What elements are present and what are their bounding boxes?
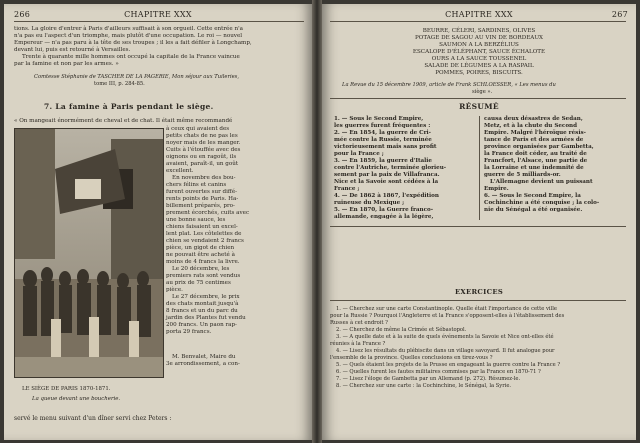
- resume-line: la Lorraine et une indemnité de: [484, 165, 584, 171]
- resume-line: les guerres furent fréquentes :: [334, 123, 431, 129]
- column-line: ne pouvait être acheté à: [166, 252, 235, 258]
- resume-line: tance de Paris et des armées de: [484, 137, 584, 143]
- menu-line: SALADE DE LÉGUMES A LA RASPAIL: [424, 63, 534, 69]
- column-line: porta 29 francs.: [166, 329, 212, 335]
- resume-line: Francfort, l'Alsace, une partie de: [484, 158, 588, 164]
- column-line: 200 francs. Un paon rap-: [166, 322, 237, 328]
- resume-line: nie du Sénégal a été organisée.: [484, 207, 583, 213]
- exercise-line: pour la Russie ? Pourquoi l'Angleterre et la France s'opposent-elles à l'établissement des: [330, 313, 565, 319]
- resume-line: 4. — De 1862 à 1867, l'expédition: [334, 193, 439, 199]
- resume-line: 1. — Sous le Second Empire,: [334, 116, 424, 122]
- resume-top-rule: [330, 98, 626, 99]
- exercise-line: 8. — Cherchez sur une carte : la Cochinchine, le Sénégal, la Syrie.: [336, 383, 512, 389]
- exercise-line: 5. — Quels étaient les projets de la Prusse en engageant la guerre contre la France ?: [336, 362, 561, 368]
- column-line: M. Benvalet, Maire du: [172, 354, 236, 360]
- exercise-line: 7. — Lisez l'éloge de Gambetta par un Allemand (p. 272). Résumez-le.: [336, 376, 521, 382]
- column-line: 8 francs et un du parc du: [166, 308, 238, 314]
- source-line: La Revue du 15 décembre 1909, article de Frank SCHLOESSER, « Les menus du: [342, 82, 556, 88]
- column-line: excellent.: [166, 168, 194, 174]
- column-line: Cuits à l'étouffée avec des: [166, 147, 241, 153]
- section-title: 7. La famine à Paris pendant le siège.: [44, 102, 214, 111]
- resume-line: Metz, et à la chute du Second: [484, 123, 578, 129]
- resume-column-divider: [479, 116, 480, 220]
- resume-line: Cochinchine a été conquise ; la colo-: [484, 200, 600, 206]
- resume-line: mée contre la Russie, terminée: [334, 137, 432, 143]
- column-line: avaient, paraît-il, un goût: [166, 161, 239, 167]
- column-line: 3e arrondissement, a con-: [166, 361, 240, 367]
- last-line: servé le menu suivant d'un dîner servi chez Peters :: [14, 415, 172, 422]
- exercise-line: Russes à cet endroit ?: [330, 320, 388, 326]
- resume-line: sement par la paix de Villafranca.: [334, 172, 440, 178]
- menu-line: BEURRE, CÉLERI, SARDINES, OLIVES: [422, 28, 536, 34]
- intro-line: Empereur — n'a pas paru à la tête de ses troupes ; il les a fait défiler à Longchamp,: [14, 40, 252, 46]
- column-line: à ceux qui avaient des: [166, 126, 230, 132]
- exercise-line: 4. — Lisez les résultats du plébiscite dans un village savoyard. Il fut analogue pour: [336, 348, 555, 354]
- column-line: noyer mais de les manger.: [166, 140, 241, 146]
- column-line: chien se vendaient 2 francs: [166, 238, 244, 244]
- column-line: premiers rats sont vendus: [166, 273, 241, 279]
- intro-line: tions. La gloire d'entrer à Paris d'ailleurs suffisait à son orgueil. Cette entrée n'a: [14, 26, 243, 32]
- resume-line: causa deux désastres de Sedan,: [484, 116, 583, 122]
- column-line: prement écorchés, cuits avec: [166, 210, 250, 216]
- intro-line: n'a pas eu l'aspect d'un triomphe, mais plutôt d'une occupation. Le roi — nouvel: [14, 33, 243, 39]
- exercise-line: 6. — Quelles furent les fautes militaires commises par la France en 1870-71 ?: [336, 369, 541, 375]
- column-line: des chats montait jusqu'à: [166, 301, 239, 307]
- column-line: En novembre des bou-: [172, 175, 236, 181]
- left-page: [4, 4, 312, 440]
- resume-line: la France doit céder, au traité de: [484, 151, 587, 157]
- menu-line: SAUMON A LA BERZÉLIUS: [439, 42, 519, 48]
- book-gutter: [312, 0, 322, 443]
- exercise-line: l'ensemble de la province. Quelles conclusions en tirez-vous ?: [330, 355, 493, 361]
- column-line: jardin des Plantes fut vendu: [166, 315, 246, 321]
- resume-line: ruineuse du Mexique ;: [334, 200, 405, 206]
- intro-line: Trente à quarante mille hommes ont occupé la capitale de la France vaincue: [22, 54, 240, 60]
- menu-line: POTAGE DE SAGOU AU VIN DE BORDEAUX: [414, 35, 544, 41]
- siege-illustration: [14, 128, 164, 378]
- resume-title: RÉSUMÉ: [459, 102, 499, 111]
- column-line: oignons ou en ragoût, ils: [166, 154, 237, 160]
- exercise-line: 2. — Cherchez de même la Crimée et Sébastopol.: [336, 327, 467, 333]
- column-line: chiens faisaient un excel-: [166, 224, 238, 230]
- illustration-caption-sub: La queue devant une boucherie.: [32, 396, 121, 402]
- illustration-caption-title: LE SIÈGE DE PARIS 1870-1871.: [22, 386, 111, 392]
- source-line: siège ».: [472, 89, 493, 95]
- resume-line: guerre de 5 milliards-or.: [484, 172, 561, 178]
- column-line: pièce, un gigot de chien: [166, 245, 235, 251]
- resume-bottom-rule: [330, 226, 626, 227]
- left-page-number: 266: [14, 10, 31, 19]
- right-running-head: CHAPITRE XXX: [445, 10, 513, 19]
- resume-line: Empire.: [484, 186, 509, 192]
- column-line: furent ouvertes sur diffé-: [166, 189, 238, 195]
- citation-line: tome III, p. 284-85.: [94, 81, 145, 87]
- exercices-title: EXERCICES: [454, 288, 504, 296]
- resume-line: allemande, engagée à la légère,: [334, 214, 434, 220]
- resume-line: 6. — Sous le Second Empire, la: [484, 193, 581, 199]
- right-page-number: 267: [611, 10, 628, 19]
- column-line: Le 20 décembre, les: [172, 266, 230, 272]
- column-line: Le 27 décembre, le prix: [172, 294, 240, 300]
- resume-line: 2. — En 1854, la guerre de Cri-: [334, 130, 431, 136]
- intro-line: devant lui, puis est retourné à Versailles.: [14, 47, 131, 53]
- column-line: pièce.: [166, 287, 183, 293]
- resume-line: contre l'Autriche, terminée glorieu-: [334, 165, 447, 171]
- menu-line: POMMES, POIRES, BISCUITS.: [435, 70, 523, 76]
- resume-line: 5. — En 1870, la Guerre franco-: [334, 207, 434, 213]
- exercices-rule: [330, 300, 626, 301]
- resume-line: France ;: [334, 186, 360, 192]
- column-line: chers félins et canins: [166, 182, 227, 188]
- resume-line: Nice et la Savoie sont cédées à la: [334, 179, 439, 185]
- left-running-head: CHAPITRE XXX: [124, 10, 192, 19]
- left-head-rule: [14, 21, 304, 22]
- resume-line: L'Allemagne devient un puissant: [490, 179, 593, 185]
- right-page: [322, 4, 636, 440]
- exercise-line: réunies à la France ?: [330, 341, 386, 347]
- lead-line: « On mangeait énormément de cheval et de chat. Il était même recommandé: [14, 118, 233, 124]
- resume-line: province organisées par Gambetta,: [484, 144, 594, 150]
- resume-line: Empire. Malgré l'héroïque résis-: [484, 130, 586, 136]
- column-line: petits chats de ne pas les: [166, 133, 238, 139]
- exercise-line: 3. — A quelle date et à la suite de quels événements la Savoie et Nice ont-elles été: [336, 334, 554, 340]
- resume-line: victorieusement mais sans profit: [334, 144, 437, 150]
- column-line: billement préparés, pro-: [166, 203, 235, 209]
- resume-line: 3. — En 1859, la guerre d'Italie: [334, 158, 432, 164]
- menu-line: ESCALOPE D'ÉLÉPHANT, SAUCE ÉCHALOTE: [412, 49, 546, 55]
- column-line: rents points de Paris. Ha-: [166, 196, 239, 202]
- column-line: une bonne sauce, les: [166, 217, 226, 223]
- column-line: moins de 4 francs la livre.: [166, 259, 240, 265]
- right-head-rule: [330, 21, 626, 22]
- resume-line: pour la France ;: [334, 151, 384, 157]
- menu-line: OURS A LA SAUCE TOUSSENEL: [431, 56, 527, 62]
- column-line: lent plat. Les côtelettes de: [166, 231, 242, 237]
- exercise-line: 1. — Cherchez sur une carte Constantinople. Quelle était l'importance de cette ville: [336, 306, 557, 312]
- citation-line: Comtesse Stéphanie de TASCHER DE LA PAGERIE, Mon séjour aux Tuileries,: [34, 74, 239, 80]
- column-line: au prix de 75 centimes: [166, 280, 231, 286]
- intro-line: par la famine et non par les armes. »: [14, 61, 119, 67]
